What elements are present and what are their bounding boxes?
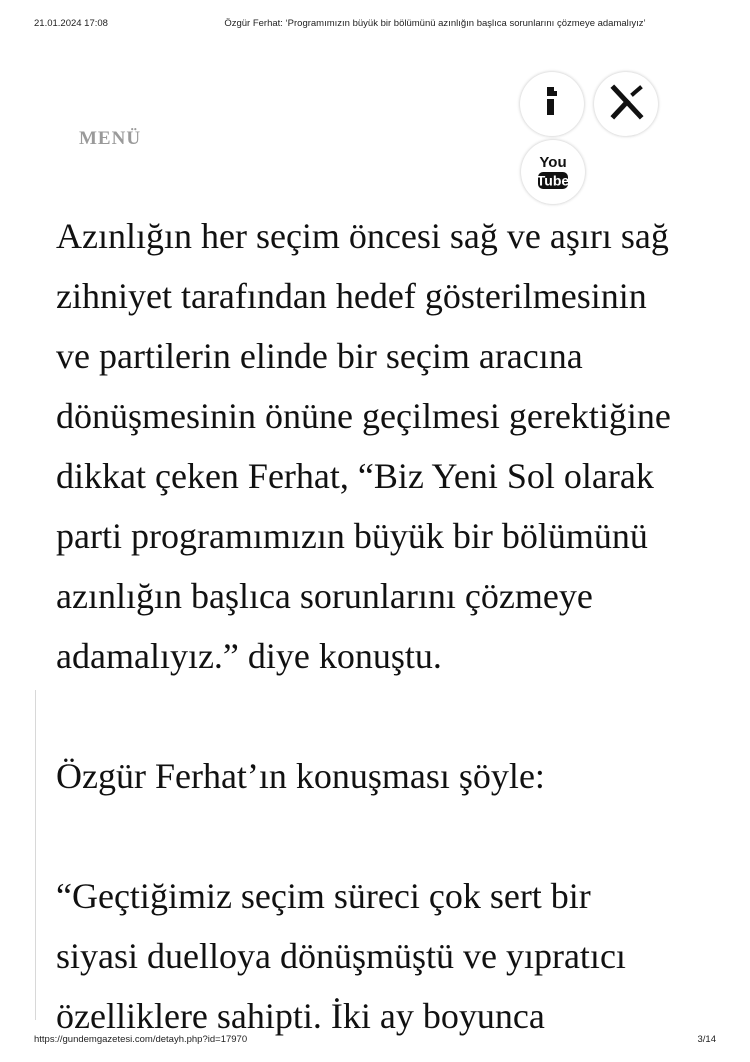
- text-line: ve partilerin elinde bir seçim aracına: [56, 336, 583, 376]
- print-url: https://gundemgazetesi.com/detayh.php?id=17970: [34, 1034, 248, 1045]
- print-datetime: 21.01.2024 17:08: [34, 18, 108, 29]
- left-divider: [35, 690, 36, 1020]
- text-line: “Geçtiğimiz seçim süreci çok sert bir: [56, 876, 591, 916]
- text-line: Özgür Ferhat’ın konuşması şöyle:: [56, 756, 545, 796]
- article-body: [56, 206, 716, 1046]
- x-icon: [606, 82, 646, 127]
- text-line: azınlığın başlıca sorunlarını çözmeye: [56, 576, 593, 616]
- text-line: adamalıyız.” diye konuştu.: [56, 636, 442, 676]
- text-line: özelliklere sahipti. İki ay boyunca: [56, 996, 545, 1036]
- text-line: siyasi duelloya dönüşmüştü ve yıpratıcı: [56, 936, 626, 976]
- print-page-title: Özgür Ferhat: ‘Programımızın büyük bir bölümünü azınlığın başlıca sorunlarını çözmeye adamalıyız’: [224, 18, 646, 29]
- facebook-icon: [537, 85, 567, 124]
- youtube-icon-text-bottom: Tube: [536, 172, 570, 188]
- article-paragraph: [56, 866, 716, 1046]
- page-number: 3/14: [697, 1034, 716, 1045]
- text-line: dikkat çeken Ferhat, “Biz Yeni Sol olarak: [56, 456, 654, 496]
- text-line: parti programımızın büyük bir bölümünü: [56, 516, 648, 556]
- article-paragraph: [56, 746, 716, 806]
- text-line: Azınlığın her seçim öncesi sağ ve aşırı sağ: [56, 216, 669, 256]
- menu-button[interactable]: MENÜ: [79, 128, 142, 149]
- youtube-icon-text-top: You: [539, 153, 567, 171]
- text-line: zihniyet tarafından hedef gösterilmesinin: [56, 276, 647, 316]
- article-paragraph: [56, 206, 716, 686]
- x-link[interactable]: [594, 72, 658, 136]
- facebook-link[interactable]: [520, 72, 584, 136]
- youtube-link[interactable]: [521, 140, 585, 204]
- text-line: dönüşmesinin önüne geçilmesi gerektiğine: [56, 396, 671, 436]
- youtube-icon: [531, 148, 575, 197]
